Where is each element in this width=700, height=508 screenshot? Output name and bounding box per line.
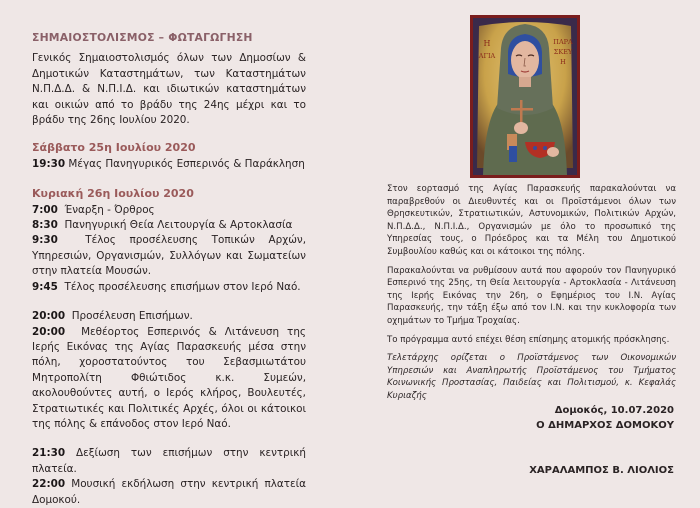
schedule-item [32,477,306,508]
schedule-text: Δεξίωση των επισήμων στην κεντρική πλατεία. [32,447,306,475]
schedule-text: Μεθέορτος Εσπερινός & Λιτάνευση της Ιερής Εικόνας της Αγίας Παρασκευής μέσα στην πόλη, χοροστατούντος του Σεβασμιωτάτου Μητροπολίτη Φθιώτιδος κ.κ. Συμεών, ακολουθούντες αυτή, ο Ιερός κλήρος, Βουλευτές, Στρατιωτικές και Πολιτικές Αρχές, όλοι οι κάτοικοι της πόλης & επάνοδος στον Ιερό Ναό. [32,325,307,430]
schedule-text: Μέγας Πανηγυρικός Εσπερινός & Παράκληση [68,157,305,170]
spacer [32,295,306,309]
schedule-time: 8:30 [32,219,58,232]
schedule-text: Μουσική εκδήλωση στην κεντρική πλατεία Δομοκού. [32,478,307,506]
arrangements-paragraph: Παρακαλούνται να ρυθμίσουν αυτά που αφορούν τον Πανηγυρικό Εσπερινό της 25ης, τη Θεία λειτουργία - Αρτοκλασία - Λιτάνευση της Ιερής Εικόνας την 26η, ο Εφημέριος του Ι.Ν. Αγίας Παρασκευής, την τάξη έξω από τον Ι.Ν. και την κυκλοφορία των οχημάτων το Τμήμα Τροχαίας. [387,265,676,326]
schedule-item [32,157,306,172]
spacer [32,432,306,446]
neck-shape [519,77,531,87]
section-title: ΣΗΜΑΙΟΣΤΟΛΙΣΜΟΣ – ΦΩΤΑΓΩΓΗΣΗ [32,31,253,44]
inscription-left-1: Η [483,39,491,48]
schedule-time: 9:45 [32,280,58,293]
invitation-note: Το πρόγραμμα αυτό επέχει θέση επίσημης ατομικής πρόσκλησης. [387,334,670,345]
day-saturday [32,140,306,172]
mayor-title: Ο ΔΗΜΑΡΧΟΣ ΔΟΜΟΚΟΥ [536,420,674,431]
schedule-time: 7:00 [32,203,58,216]
schedule-time: 19:30 [32,157,66,170]
saint-paraskevi-icon [470,15,580,178]
inscription-left-2: ΑΓΙΑ [478,52,496,60]
inscription-right-1: ΠΑΡΑ [553,38,573,46]
schedule-item [32,446,306,477]
day-heading: Σάββατο 25η Ιουλίου 2020 [32,141,196,155]
schedule-text: Τέλος προσέλευσης επισήμων στον Ιερό Ναό. [64,280,301,293]
schedule-item [32,203,306,218]
sleeve-blue [509,146,517,162]
inscription-right-2: ΣΚΕΥ [553,48,573,56]
schedule-time: 9:30 [32,234,58,247]
schedule-item [32,309,306,324]
mayor-name: ΧΑΡΑΛΑΜΠΟΣ Β. ΛΙΟΛΙΟΣ [529,465,674,476]
schedule-time: 20:00 [32,325,66,338]
schedule-item [32,325,306,433]
attendance-paragraph: Στον εορτασμό της Αγίας Παρασκευής παρακαλούνται να παραβρεθούν οι Διευθυντές και οι Προϊστάμενοι όλων των Θρησκευτικών, Στρατιωτικών, Αστυνομικών, Πολιτικών Αρχών, Ν.Π.Δ.Δ., Ν.Π.Ι.Δ., Οργανισμών με όλο το προσωπικό της Υπηρεσίας τους, ο Πρόεδρος και τα Μέλη του Δημοτικού Συμβουλίου καθώς και οι κάτοικοι της πόλης. [387,184,676,257]
schedule-time: 21:30 [32,447,66,460]
schedule-text: Πανηγυρική Θεία Λειτουργία & Αρτοκλασία [64,219,293,232]
schedule-item [32,218,306,233]
schedule-item [32,233,306,279]
eye-in-bowl-left [533,146,537,150]
schedule-time: 20:00 [32,310,66,323]
master-of-ceremonies-note: Τελετάρχης ορίζεται ο Προϊστάμενος των Οικονομικών Υπηρεσιών και Αναπληρωτής Προϊστάμενος του Τμήματος Κοινωνικής Προστασίας, Παιδείας και Πολιτισμού, κ. Κεφαλάς Κυριαζής [387,353,676,401]
schedule-text: Έναρξη - Όρθρος [64,203,155,216]
flag-decoration-notice: Γενικός Σημαιοστολισμός όλων των Δημοσίων & Δημοτικών Καταστημάτων, των Καταστημάτων Ν.Π.Δ.Δ. & Ν.Π.Ι.Δ. και ιδιωτικών καταστημάτων και οικιών από το βράδυ της 24ης μέχρι και το βράδυ της 26ης Ιουλίου 2020. [32,52,306,127]
schedule-text: Προσέλευση Επισήμων. [71,310,193,323]
schedule-text: Τέλος προσέλευσης Τοπικών Αρχών, Υπηρεσιών, Οργανισμών, Συλλόγων και Σωματείων στην πλατεία Μουσών. [32,234,306,278]
place-date [555,403,674,418]
icon-painting [473,18,577,175]
schedule-time: 22:00 [32,478,66,491]
hand-bowl-shape [547,147,559,157]
program-column [32,30,306,508]
place-date-text: Δομοκός, 10.07.2020 [554,405,674,416]
hand-shape [514,122,528,134]
day-sunday [32,186,306,508]
inscription-right-3: Η [560,58,566,66]
eye-in-bowl-right [543,146,547,150]
schedule-item [32,280,306,295]
cross-horizontal [511,108,533,111]
invitation-column [387,183,676,409]
day-heading: Κυριακή 26η Ιουλίου 2020 [32,187,194,201]
